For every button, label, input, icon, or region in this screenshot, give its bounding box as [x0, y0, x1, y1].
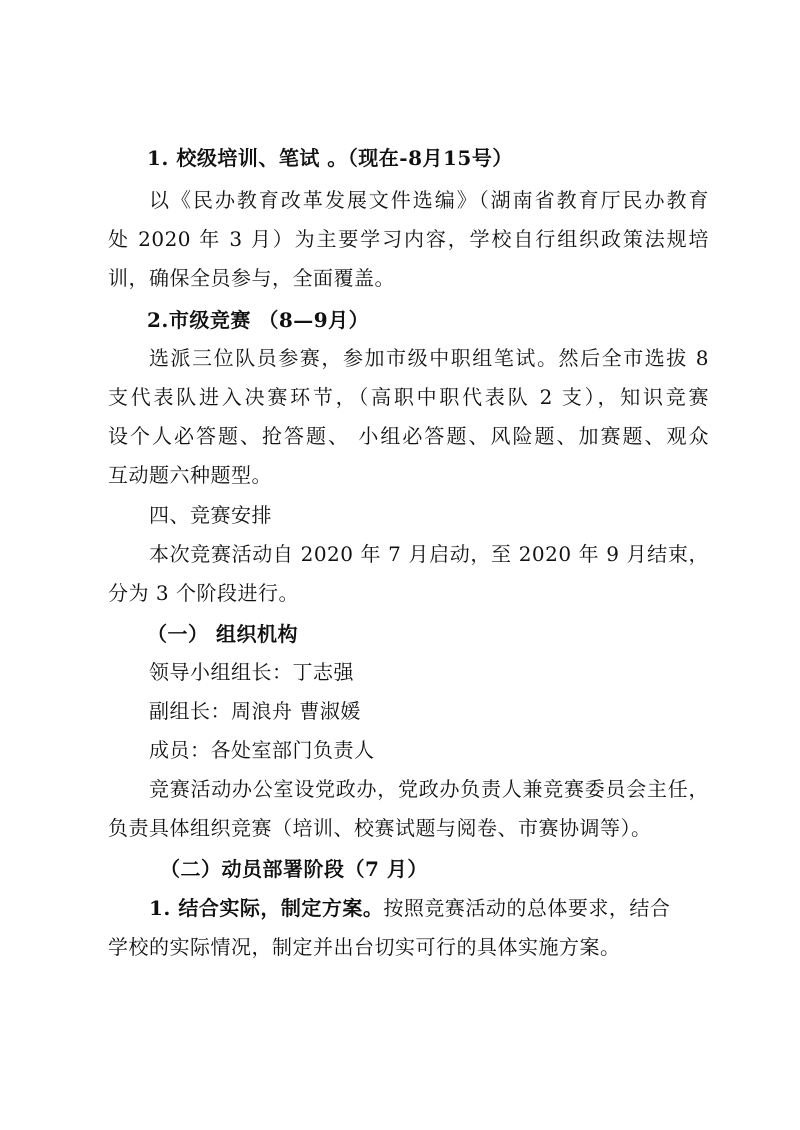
paragraph-line: 处 2020 年 3 月）为主要学习内容，学校自行组织政策法规培 — [108, 227, 709, 251]
subsection-heading-mobilization: （二）动员部署阶段（7 月） — [160, 857, 428, 881]
paragraph-line: 副组长：周浪舟 曹淑媛 — [149, 699, 361, 723]
section-heading-city-competition: 2.市级竞赛 （8—9月） — [147, 308, 370, 332]
paragraph-line: 本次竞赛活动自 2020 年 7 月启动，至 2020 年 9 月结束， — [149, 542, 709, 566]
paragraph-line: 竞赛活动办公室设党政办，党政办负责人兼竞赛委员会主任， — [149, 777, 709, 801]
paragraph-line: 支代表队进入决赛环节，（高职中职代表队 2 支），知识竞赛 — [108, 385, 709, 409]
paragraph-line: 选派三位队员参赛，参加市级中职组笔试。然后全市选拔 8 — [149, 346, 709, 370]
paragraph-line: 分为 3 个阶段进行。 — [108, 581, 299, 605]
paragraph-line: 领导小组组长：丁志强 — [149, 660, 354, 684]
section-heading-school-training: 1. 校级培训、笔试 。（现在-8月15号） — [147, 146, 513, 170]
paragraph-line: 成员：各处室部门负责人 — [149, 738, 375, 762]
paragraph-line: 学校的实际情况，制定并出台切实可行的具体实施方案。 — [108, 935, 621, 959]
inline-heading: 1. 结合实际，制定方案。 — [149, 896, 384, 920]
subsection-heading-organization: （一） 组织机构 — [147, 622, 298, 646]
section-heading-competition-schedule: 四、竞赛安排 — [149, 503, 272, 527]
paragraph-text: 按照竞赛活动的总体要求，结合 — [383, 896, 671, 920]
paragraph-line: 设个人必答题、抢答题、 小组必答题、风险题、加赛题、观众 — [108, 424, 709, 448]
paragraph-line: 负责具体组织竞赛（培训、校赛试题与阅卷、市赛协调等）。 — [108, 816, 652, 840]
paragraph-line: 互动题六种题型。 — [108, 463, 272, 487]
paragraph-line: 以《民办教育改革发展文件选编》（湖南省教育厅民办教育 — [149, 188, 709, 212]
paragraph-line: 训，确保全员参与，全面覆盖。 — [108, 266, 395, 290]
paragraph-line — [149, 894, 709, 922]
